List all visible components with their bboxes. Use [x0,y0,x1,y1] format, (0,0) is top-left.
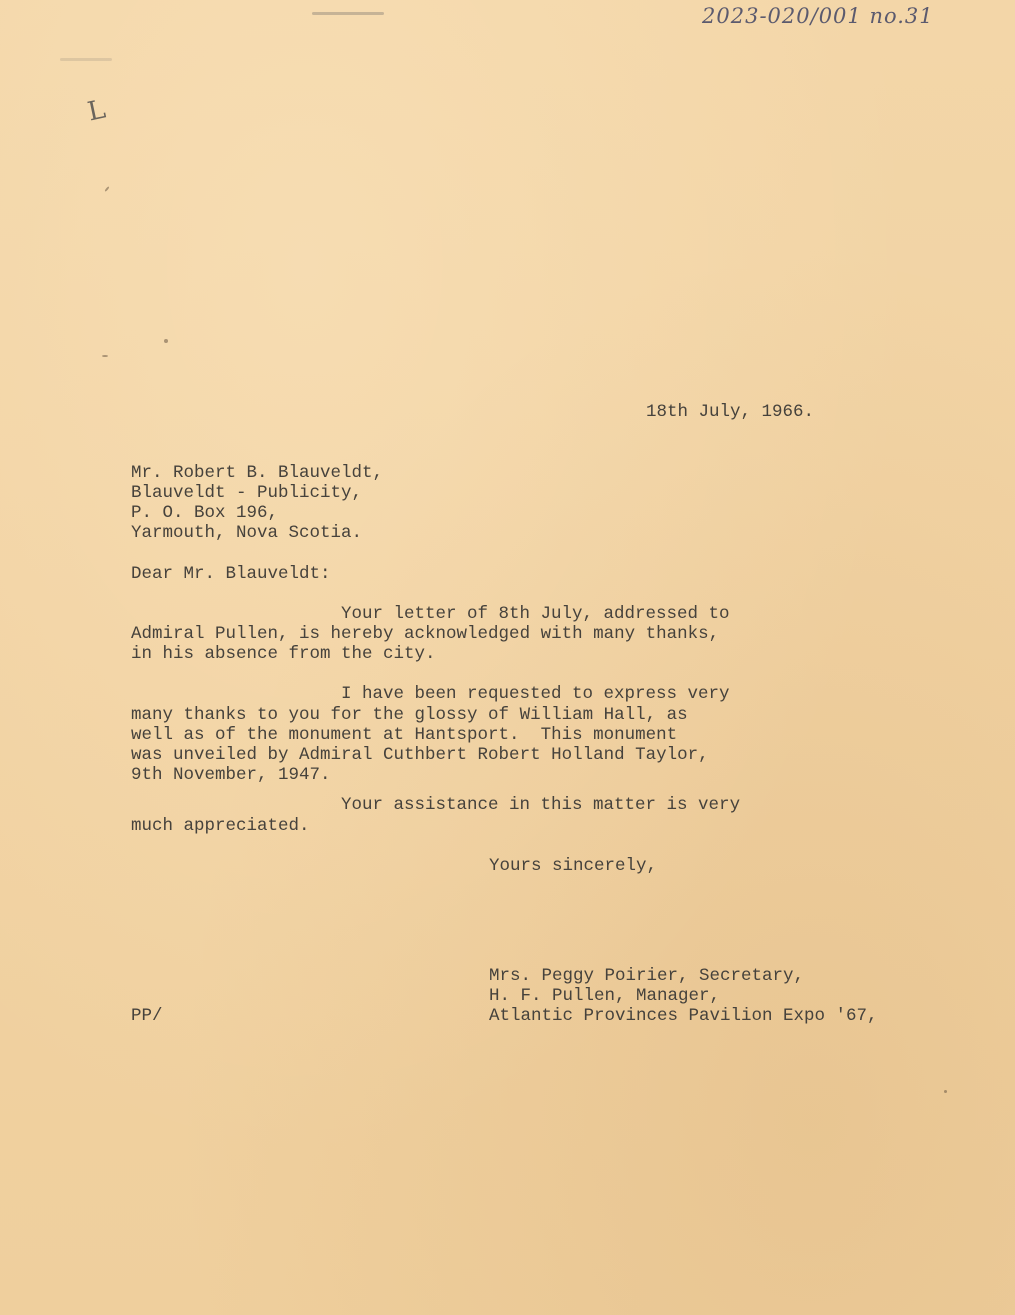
recipient-name: Mr. Robert B. Blauveldt, [131,463,384,483]
paragraph-2-line-3: well as of the monument at Hantsport. This monument [131,725,678,745]
signature-line-2: H. F. Pullen, Manager, [489,986,721,1006]
salutation: Dear Mr. Blauveldt: [131,564,331,584]
letter-date: 18th July, 1966. [646,402,815,422]
staple-mark [312,12,384,15]
paper-speck [104,186,109,192]
recipient-city: Yarmouth, Nova Scotia. [131,523,363,543]
signature-line-3: Atlantic Provinces Pavilion Expo '67, [489,1006,878,1026]
paragraph-1-line-2: Admiral Pullen, is hereby acknowledged with many thanks, [131,624,720,644]
paper-speck [102,355,108,357]
archive-reference: 2023-020/001 no.31 [702,4,934,28]
closing: Yours sincerely, [489,856,658,876]
paragraph-1-line-3: in his absence from the city. [131,644,436,664]
paragraph-2-line-5: 9th November, 1947. [131,765,331,785]
recipient-box: P. O. Box 196, [131,503,279,523]
paper-speck [164,339,168,343]
paragraph-1-line-1: Your letter of 8th July, addressed to [341,604,730,624]
paragraph-2-line-1: I have been requested to express very [341,684,730,704]
paragraph-3-line-1: Your assistance in this matter is very [341,795,741,815]
paper-speck [944,1090,947,1093]
paragraph-3-line-2: much appreciated. [131,816,310,836]
signature-line-1: Mrs. Peggy Poirier, Secretary, [489,966,805,986]
paragraph-2-line-2: many thanks to you for the glossy of William Hall, as [131,705,688,725]
paragraph-2-line-4: was unveiled by Admiral Cuthbert Robert Holland Taylor, [131,745,709,765]
typist-initials: PP/ [131,1006,163,1026]
staple-mark [60,58,112,61]
pencil-mark: L [85,94,109,128]
recipient-company: Blauveldt - Publicity, [131,483,363,503]
